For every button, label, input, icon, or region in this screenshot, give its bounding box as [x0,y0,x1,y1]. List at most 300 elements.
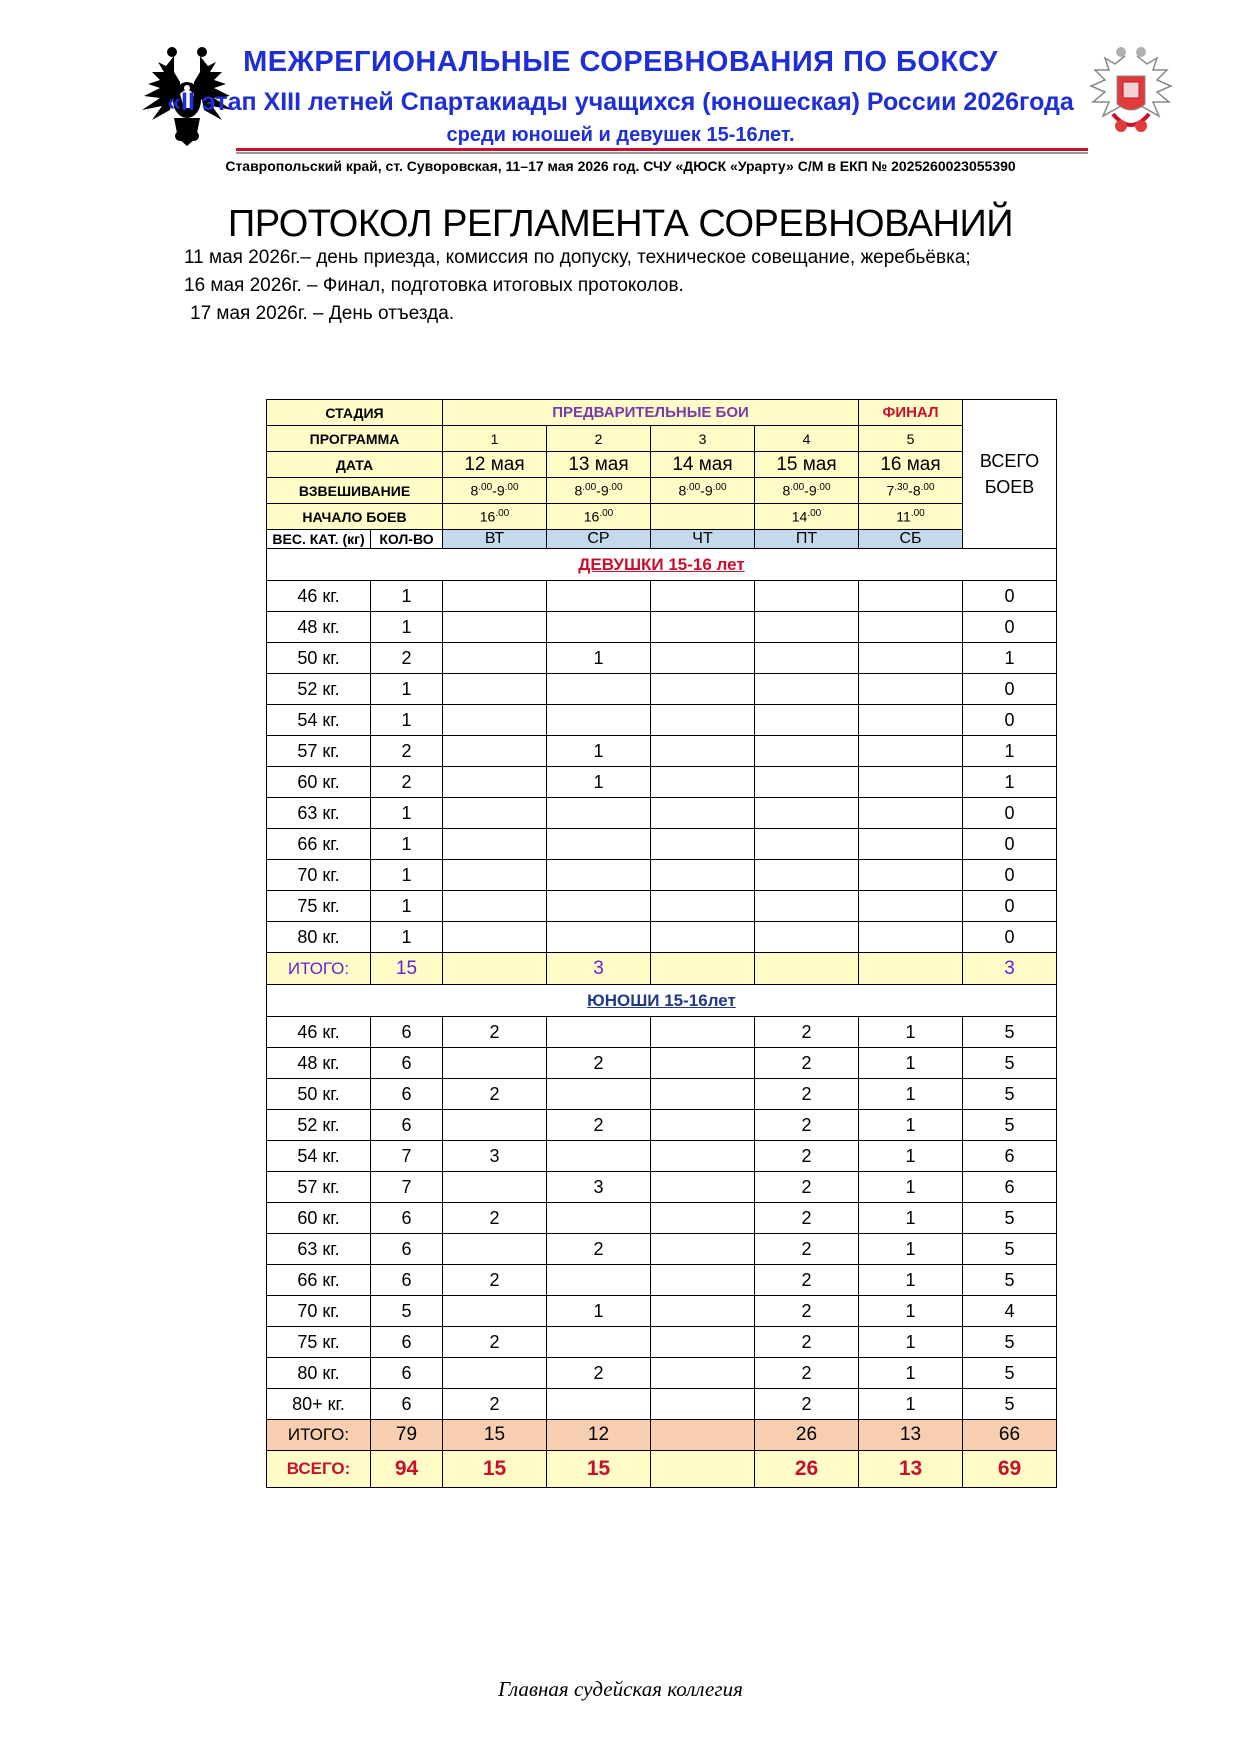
bouts-cell [859,612,963,643]
weekday-cell: ЧТ [651,530,755,549]
weight-category-cell: 75 кг. [267,1327,371,1358]
bouts-cell [651,829,755,860]
bouts-cell: 2 [755,1048,859,1079]
document-title: ПРОТОКОЛ РЕГЛАМЕНТА СОРЕВНОВАНИЙ [227,203,1014,245]
bouts-cell [755,829,859,860]
program-cell: 2 [547,426,651,452]
bouts-cell: 2 [547,1110,651,1141]
total-bouts-cell: 0 [963,829,1057,860]
bouts-cell [651,612,755,643]
weighin-part: -9 [804,482,817,499]
bouts-cell [755,767,859,798]
total-bouts-cell: 0 [963,860,1057,891]
weighin-part: .00 [478,482,493,494]
bouts-cell: 3 [443,1141,547,1172]
start-hour: 14 [791,508,808,525]
program-cell: 3 [651,426,755,452]
bouts-cell [755,953,859,985]
bouts-cell [547,891,651,922]
bouts-cell: 1 [859,1141,963,1172]
bouts-cell: 26 [755,1451,859,1488]
bouts-cell [651,1327,755,1358]
bouts-cell [651,1358,755,1389]
participant-count-cell: 6 [371,1017,443,1048]
weighin-part: 7 [886,482,895,499]
bouts-cell [651,767,755,798]
footer-signature: Главная судейская коллегия [498,1677,743,1701]
bouts-cell [651,643,755,674]
table-row [267,1265,1057,1296]
total-bouts-cell: 66 [963,1420,1057,1451]
bouts-cell [859,922,963,953]
weighin-part: .00 [920,482,935,494]
weighin-part: .00 [582,482,597,494]
table-row [267,1172,1057,1203]
participant-count-cell: 6 [371,1265,443,1296]
participant-count-cell: 1 [371,798,443,829]
participant-count-cell: 1 [371,581,443,612]
program-row [267,426,1057,452]
total-bouts-cell: 5 [963,1234,1057,1265]
bouts-cell [443,1296,547,1327]
boys-section-row [267,985,1057,1017]
table-row [267,1296,1057,1327]
participant-count-cell: 15 [371,953,443,985]
bouts-cell [443,581,547,612]
total-bouts-cell: 3 [963,953,1057,985]
participant-count-cell: 5 [371,1296,443,1327]
table-row [267,643,1057,674]
weighin-part: 8 [574,482,583,499]
bouts-cell: 1 [859,1203,963,1234]
participant-count-cell: 94 [371,1451,443,1488]
bouts-cell [547,829,651,860]
total-bouts-cell: 5 [963,1358,1057,1389]
weight-category-cell: 52 кг. [267,1110,371,1141]
bouts-cell [443,1172,547,1203]
girls-total [267,953,1057,985]
participant-count-cell: 79 [371,1420,443,1451]
total-bouts-cell: 0 [963,674,1057,705]
total-bouts-cell: 0 [963,705,1057,736]
participant-count-cell: 2 [371,643,443,674]
date-cell: 12 мая [443,452,547,478]
bouts-cell: 2 [755,1110,859,1141]
bouts-cell: 3 [547,953,651,985]
bouts-cell: 2 [755,1327,859,1358]
count-label: КОЛ-ВО [371,530,443,549]
participant-count-cell: 6 [371,1048,443,1079]
weighin-part: -9 [596,482,609,499]
total-bouts-cell: 5 [963,1203,1057,1234]
participant-count-cell: 7 [371,1172,443,1203]
bouts-cell [547,1079,651,1110]
event-title: МЕЖРЕГИОНАЛЬНЫЕ СОРЕВНОВАНИЯ ПО БОКСУ [243,46,998,78]
venue-line: Ставропольский край, ст. Суворовская, 11–17 мая 2026 год. СЧУ «ДЮСК «Урарту» С/М в ЕКП № 2025260023055390 [225,158,1016,174]
total-bouts-cell: 0 [963,581,1057,612]
stage-row [267,400,1057,426]
weighin-part: .00 [504,482,519,494]
weighin-cell [443,478,547,504]
total-bouts-cell: 5 [963,1079,1057,1110]
start-minutes: .00 [599,508,614,520]
date-cell: 16 мая [859,452,963,478]
bouts-cell [547,1141,651,1172]
weekday-cell: СБ [859,530,963,549]
bouts-cell: 1 [859,1296,963,1327]
weight-category-cell: 54 кг. [267,705,371,736]
weight-category-cell: 63 кг. [267,1234,371,1265]
participant-count-cell: 7 [371,1141,443,1172]
total-bouts-cell: 0 [963,922,1057,953]
participant-count-cell: 1 [371,860,443,891]
total-bouts-cell: 6 [963,1141,1057,1172]
table-row [267,1048,1057,1079]
start-row [267,504,1057,530]
boys-total [267,1420,1057,1451]
bouts-cell [651,1389,755,1420]
bouts-cell [547,612,651,643]
bouts-cell: 1 [859,1327,963,1358]
total-bouts-cell: 5 [963,1265,1057,1296]
table-row [267,1141,1057,1172]
bouts-cell: 1 [859,1389,963,1420]
bouts-cell: 1 [547,767,651,798]
table-row [267,1327,1057,1358]
bouts-cell: 1 [859,1172,963,1203]
boys-total-row [267,1420,1057,1451]
start-hour: 16 [479,508,496,525]
participant-count-cell: 6 [371,1234,443,1265]
bouts-cell: 1 [547,643,651,674]
bouts-cell [651,1203,755,1234]
bouts-cell: 12 [547,1420,651,1451]
weight-category-cell: 80 кг. [267,922,371,953]
bouts-cell: 2 [755,1141,859,1172]
bouts-cell: 2 [547,1234,651,1265]
weighin-part: .00 [686,482,701,494]
weighin-cell [755,478,859,504]
date-row [267,452,1057,478]
boys-rows [267,1017,1057,1420]
table-row [267,1017,1057,1048]
bouts-cell [651,1141,755,1172]
weighin-part: .00 [790,482,805,494]
header-divider-grey [236,152,1088,154]
start-minutes: .00 [807,508,822,520]
program-cell: 4 [755,426,859,452]
bouts-cell [547,581,651,612]
weight-category-cell: 50 кг. [267,1079,371,1110]
bouts-cell: 2 [755,1234,859,1265]
bouts-cell [755,643,859,674]
bouts-cell: 1 [859,1358,963,1389]
participant-count-cell: 1 [371,922,443,953]
weighin-part: .00 [816,482,831,494]
weighin-cell [547,478,651,504]
participant-count-cell: 1 [371,891,443,922]
bouts-cell [859,581,963,612]
bouts-cell [651,1265,755,1296]
weight-category-cell: 75 кг. [267,891,371,922]
bouts-cell [443,1110,547,1141]
bouts-cell: 1 [859,1017,963,1048]
bouts-cell [651,891,755,922]
table-row [267,1110,1057,1141]
bouts-cell [443,891,547,922]
bouts-cell [859,953,963,985]
participant-count-cell: 6 [371,1327,443,1358]
bouts-cell: 2 [755,1017,859,1048]
bouts-cell: 2 [755,1265,859,1296]
bouts-cell [755,674,859,705]
total-bouts-cell: 5 [963,1048,1057,1079]
weight-category-cell: 80+ кг. [267,1389,371,1420]
bouts-cell [651,1420,755,1451]
bouts-cell [651,1048,755,1079]
weight-category-cell: 57 кг. [267,736,371,767]
weight-category-cell: ИТОГО: [267,1420,371,1451]
bouts-cell: 15 [547,1451,651,1488]
start-time-cell [443,504,547,530]
bouts-cell [547,1389,651,1420]
bouts-cell [443,674,547,705]
program-cell: 5 [859,426,963,452]
bouts-cell [651,1172,755,1203]
table-row [267,798,1057,829]
bouts-cell: 1 [859,1048,963,1079]
table-row [267,891,1057,922]
start-minutes: .00 [495,508,510,520]
weighin-label: ВЗВЕШИВАНИЕ [267,478,443,504]
weight-category-cell: ИТОГО: [267,953,371,985]
event-participants: среди юношей и девушек 15-16лет. [446,124,795,146]
weighin-part: -9 [700,482,713,499]
weight-category-cell: 66 кг. [267,1265,371,1296]
total-bouts-cell: 5 [963,1389,1057,1420]
table-row [267,1358,1057,1389]
total-bouts-cell: 1 [963,767,1057,798]
bouts-cell: 1 [859,1079,963,1110]
date-cell: 14 мая [651,452,755,478]
weight-category-cell: 63 кг. [267,798,371,829]
total-bouts-header [963,400,1057,549]
participant-count-cell: 1 [371,612,443,643]
weight-category-cell: 70 кг. [267,1296,371,1327]
grand-total [267,1451,1057,1488]
grand-total-row [267,1451,1057,1488]
table-row [267,1203,1057,1234]
bouts-cell [651,1110,755,1141]
weight-category-cell: 80 кг. [267,1358,371,1389]
schedule-note-arrival: 11 мая 2026г.– день приезда, комиссия по допуску, техническое совещание, жеребьёвка; [184,247,971,268]
bouts-cell: 13 [859,1420,963,1451]
schedule-note-departure: 17 мая 2026г. – День отъезда. [190,303,455,324]
start-hour: 11 [896,508,911,525]
participant-count-cell: 6 [371,1203,443,1234]
weight-category-cell: 66 кг. [267,829,371,860]
bouts-cell [651,798,755,829]
bouts-cell [859,643,963,674]
weighin-part: 8 [470,482,479,499]
bouts-cell: 2 [755,1079,859,1110]
bouts-cell [755,798,859,829]
table-row [267,1389,1057,1420]
start-time-cell [755,504,859,530]
bouts-cell [859,829,963,860]
weight-category-cell: 60 кг. [267,1203,371,1234]
stage-label: СТАДИЯ [267,400,443,426]
program-label: ПРОГРАММА [267,426,443,452]
bouts-cell: 2 [443,1017,547,1048]
table-row [267,767,1057,798]
bouts-cell [443,922,547,953]
bouts-cell [443,767,547,798]
bouts-cell: 3 [547,1172,651,1203]
total-bouts-cell: 5 [963,1017,1057,1048]
bouts-cell [651,581,755,612]
total-bouts-cell: 0 [963,798,1057,829]
bouts-cell: 2 [443,1079,547,1110]
table-row [267,736,1057,767]
weight-category-cell: 48 кг. [267,612,371,643]
start-hour: 16 [583,508,600,525]
participant-count-cell: 1 [371,829,443,860]
bouts-cell: 2 [443,1389,547,1420]
bouts-cell [651,953,755,985]
bouts-cell [547,1327,651,1358]
bouts-cell [443,953,547,985]
bouts-cell [443,1048,547,1079]
bouts-cell [443,705,547,736]
bouts-cell [651,860,755,891]
bouts-cell [443,643,547,674]
weight-category-label: ВЕС. КАТ. (кг) [267,530,371,549]
weighin-row [267,478,1057,504]
bouts-cell [547,860,651,891]
bouts-cell [859,705,963,736]
bouts-cell [651,1234,755,1265]
weight-category-cell: 52 кг. [267,674,371,705]
participant-count-cell: 6 [371,1079,443,1110]
header-divider-red [236,148,1088,151]
total-bouts-cell: 1 [963,736,1057,767]
bouts-cell: 1 [859,1265,963,1296]
bouts-cell: 2 [755,1203,859,1234]
bouts-cell [547,1017,651,1048]
bouts-cell [651,674,755,705]
bouts-cell [651,1451,755,1488]
weighin-part: -8 [908,482,921,499]
table-row [267,705,1057,736]
start-minutes: .00 [910,508,925,520]
total-bouts-cell: 1 [963,643,1057,674]
weight-category-cell: 60 кг. [267,767,371,798]
bouts-cell [443,829,547,860]
boys-section-title: ЮНОШИ 15-16лет [267,985,1057,1017]
total-bouts-cell: 69 [963,1451,1057,1488]
schedule-note-final: 16 мая 2026г. – Финал, подготовка итоговых протоколов. [184,275,684,296]
program-cell: 1 [443,426,547,452]
weighin-part: 8 [782,482,791,499]
bouts-cell: 13 [859,1451,963,1488]
weight-category-cell: 70 кг. [267,860,371,891]
bouts-cell: 1 [859,1110,963,1141]
weight-category-cell: ВСЕГО: [267,1451,371,1488]
total-bouts-cell: 0 [963,891,1057,922]
participant-count-cell: 1 [371,705,443,736]
total-bouts-cell: 0 [963,612,1057,643]
total-bouts-header-line2: БОЕВ [984,477,1035,497]
bouts-cell: 1 [547,1296,651,1327]
table-row [267,1234,1057,1265]
bouts-cell [859,767,963,798]
bouts-cell [651,736,755,767]
girls-total-row [267,953,1057,985]
table-row [267,612,1057,643]
girls-rows [267,581,1057,953]
bouts-cell: 2 [443,1265,547,1296]
weekday-cell: ПТ [755,530,859,549]
start-time-cell [651,504,755,530]
bouts-cell: 2 [547,1358,651,1389]
prelim-stage-label: ПРЕДВАРИТЕЛЬНЫЕ БОИ [443,400,859,426]
bouts-cell: 1 [859,1234,963,1265]
bouts-cell [651,1079,755,1110]
table-row [267,860,1057,891]
participant-count-cell: 6 [371,1358,443,1389]
bouts-cell [859,736,963,767]
girls-section-title: ДЕВУШКИ 15-16 лет [267,549,1057,581]
weighin-part: 8 [678,482,687,499]
participant-count-cell: 6 [371,1110,443,1141]
date-cell: 13 мая [547,452,651,478]
participant-count-cell: 1 [371,674,443,705]
bouts-cell: 2 [755,1389,859,1420]
table-row [267,674,1057,705]
event-subtitle: «II этап XIII летней Спартакиады учащихся (юношеская) России 2026года [167,88,1074,116]
weighin-cell [859,478,963,504]
start-time-cell [859,504,963,530]
start-label: НАЧАЛО БОЕВ [267,504,443,530]
bouts-cell [755,860,859,891]
weighin-part: .00 [608,482,623,494]
weekday-cell: СР [547,530,651,549]
bouts-cell: 2 [443,1327,547,1358]
weight-category-cell: 50 кг. [267,643,371,674]
bouts-cell: 2 [755,1172,859,1203]
bouts-cell: 15 [443,1420,547,1451]
bouts-cell: 2 [443,1203,547,1234]
total-bouts-cell: 5 [963,1110,1057,1141]
total-bouts-cell: 6 [963,1172,1057,1203]
weighin-part: -9 [492,482,505,499]
bouts-cell [859,798,963,829]
bouts-cell [755,705,859,736]
bouts-cell [547,674,651,705]
bouts-cell [859,674,963,705]
bouts-cell [859,860,963,891]
bouts-cell [547,1265,651,1296]
bouts-cell: 1 [547,736,651,767]
bouts-cell [651,705,755,736]
bouts-cell [755,736,859,767]
weight-category-cell: 48 кг. [267,1048,371,1079]
bouts-cell [547,798,651,829]
bouts-cell: 15 [443,1451,547,1488]
participant-count-cell: 2 [371,736,443,767]
total-bouts-header-line1: ВСЕГО [979,451,1040,471]
